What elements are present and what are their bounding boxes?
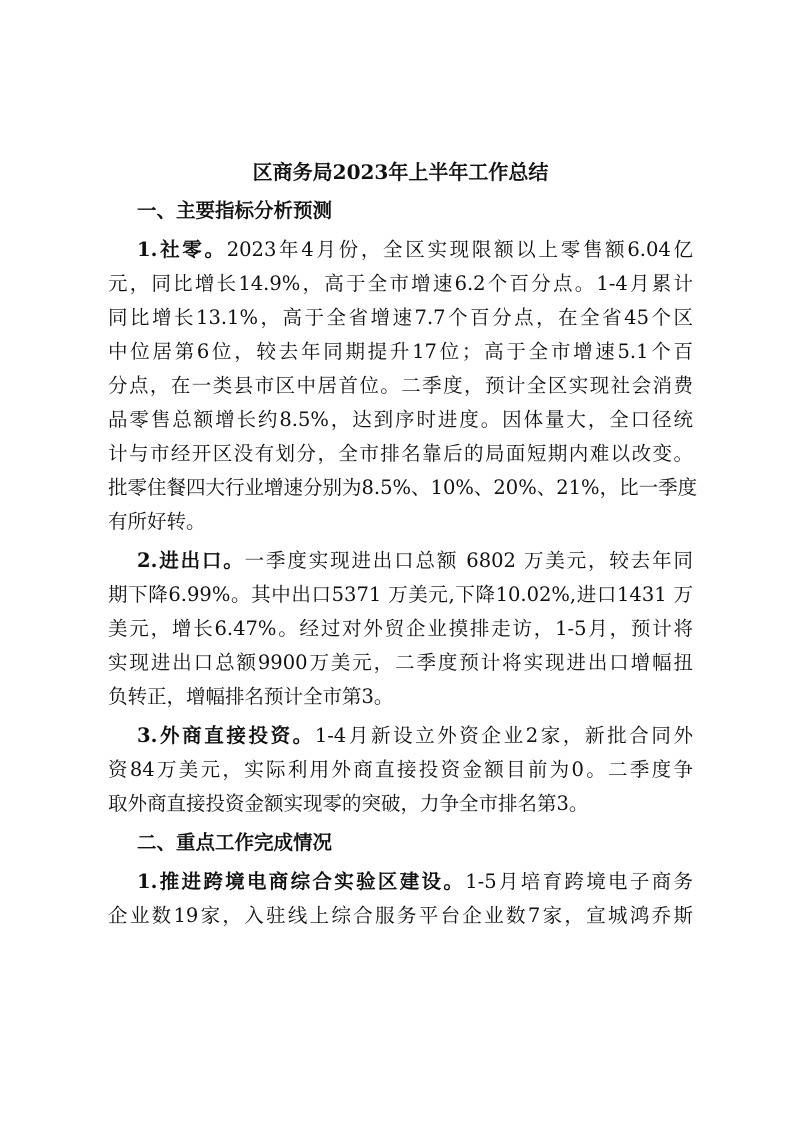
text-line: 负转正，增幅排名预计全市第3。 — [108, 685, 394, 708]
section-heading: 一、主要指标分析预测 — [137, 199, 333, 222]
text-line: 品零售总额增长约8.5%，达到序时进度。因体量大，全口径统 — [108, 408, 693, 431]
paragraph-lead: 2.进出口。 — [137, 549, 245, 572]
text-line: 有所好转。 — [108, 510, 206, 533]
text-line: 中位居第6位，较去年同期提升17位；高于全市增速5.1个百 — [108, 340, 693, 363]
paragraph-text: 1-5月培育跨境电子商务 — [465, 870, 694, 893]
text-line: 元，同比增长14.9%，高于全市增速6.2个百分点。1-4月累计 — [108, 272, 693, 295]
text-line: 美元，增长6.47%。经过对外贸企业摸排走访，1-5月，预计将 — [108, 617, 693, 640]
text-line: 企业数19家，入驻线上综合服务平台企业数7家，宣城鸿乔斯 — [108, 904, 693, 927]
text-line: 批零住餐四大行业增速分别为8.5%、10%、20%、21%，比一季度 — [108, 476, 698, 499]
paragraph-lead: 1.推进跨境电商综合实验区建设。 — [137, 870, 466, 893]
text-line: 资84万美元，实际利用外商直接投资金额目前为0。二季度争 — [108, 758, 693, 781]
paragraph-lead: 1.社零。 — [137, 238, 227, 261]
text-line — [108, 233, 693, 267]
paragraph-text: 2023年4月份，全区实现限额以上零售额6.04亿 — [226, 238, 694, 261]
section-heading: 二、重点工作完成情况 — [137, 831, 333, 854]
text-line: 计与市经开区没有划分，全市排名靠后的局面短期内难以改变。 — [108, 442, 693, 465]
text-line: 实现进出口总额9900万美元，二季度预计将实现进出口增幅扭 — [108, 651, 693, 674]
paragraph-text: 一季度实现进出口总额 6802 万美元，较去年同 — [244, 549, 693, 572]
text-line: 期下降6.99%。其中出口5371 万美元,下降10.02%,进口1431 万 — [108, 583, 693, 606]
text-line — [108, 544, 693, 578]
document-page — [108, 155, 698, 938]
text-line — [108, 719, 693, 753]
text-line: 取外商直接投资金额实现零的突破，力争全市排名第3。 — [108, 792, 589, 815]
document-title: 区商务局2023年上半年工作总结 — [252, 160, 549, 184]
paragraph — [108, 719, 693, 821]
paragraph — [108, 233, 698, 539]
text-line: 同比增长13.1%，高于全省增速7.7个百分点，在全省45个区 — [108, 306, 693, 329]
paragraph-text: 1-4月新设立外资企业2家，新批合同外 — [314, 724, 694, 747]
paragraph — [108, 544, 693, 714]
paragraph-lead: 3.外商直接投资。 — [137, 724, 315, 747]
text-line — [108, 865, 693, 899]
paragraph — [108, 865, 693, 933]
text-line: 分点，在一类县市区中居首位。二季度，预计全区实现社会消费 — [108, 374, 693, 397]
